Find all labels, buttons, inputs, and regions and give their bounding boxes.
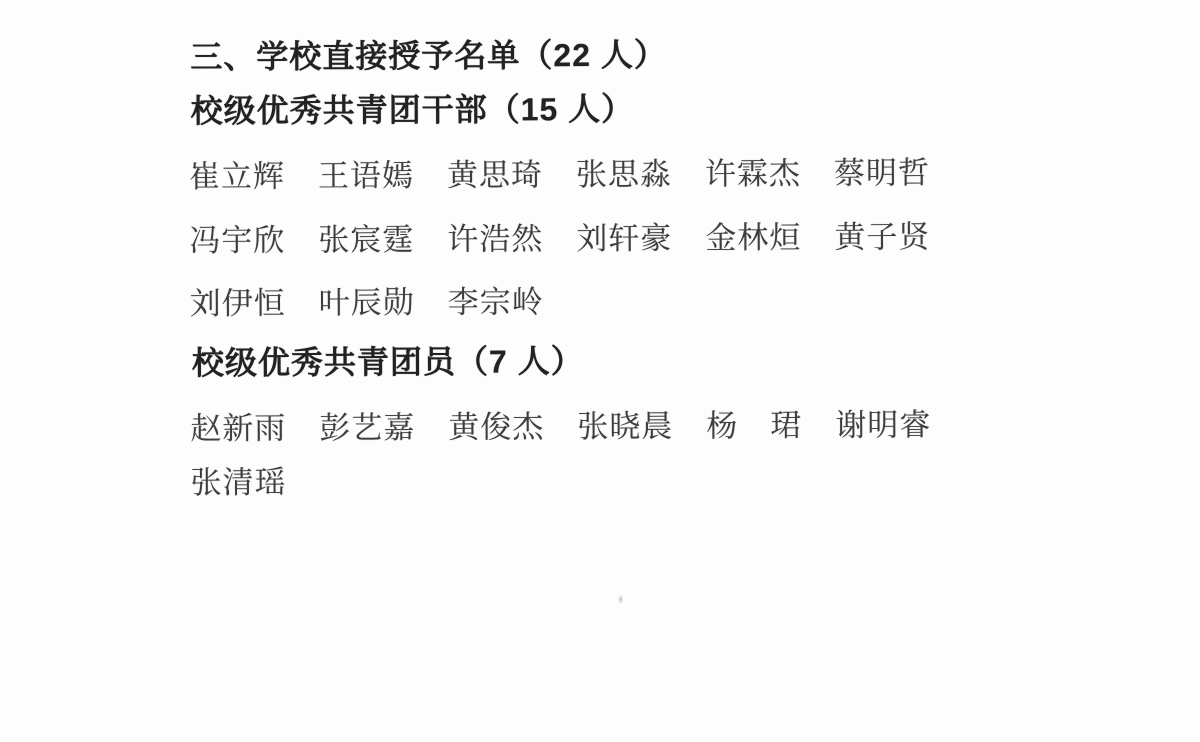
name-row [190, 407, 932, 447]
name-item: 杨 珺 [706, 407, 803, 444]
name-item: 刘轩豪 [576, 220, 673, 257]
name-item: 李宗岭 [447, 284, 544, 320]
name-item: 许浩然 [447, 221, 544, 257]
name-item: 张清瑶 [190, 464, 287, 501]
name-item: 张思淼 [575, 156, 673, 193]
name-item: 黄思琦 [446, 157, 544, 193]
name-item: 王语嫣 [317, 157, 415, 194]
name-item: 叶辰勋 [318, 284, 415, 321]
main-heading: 三、学校直接授予名单（22 人） [190, 36, 667, 76]
scan-speck-artifact [618, 595, 623, 604]
section-heading-members: 校级优秀共青团员（7 人） [191, 343, 584, 382]
name-item: 蔡明哲 [833, 155, 931, 191]
name-item: 冯宇欣 [189, 222, 286, 259]
name-row [189, 219, 931, 259]
name-item: 黄俊杰 [448, 409, 545, 445]
name-item: 张晓晨 [577, 408, 674, 445]
name-row [190, 464, 287, 501]
name-item: 金林烜 [705, 219, 802, 256]
name-item: 彭艺嘉 [319, 409, 416, 446]
name-item: 谢明睿 [835, 407, 932, 443]
name-item: 张宸霆 [318, 221, 415, 258]
name-item: 刘伊恒 [189, 285, 286, 322]
section-heading-cadres: 校级优秀共青团干部（15 人） [190, 90, 635, 130]
name-row [189, 284, 544, 322]
name-item: 赵新雨 [190, 410, 287, 447]
name-item: 许霖杰 [704, 155, 802, 192]
name-item: 黄子贤 [834, 219, 931, 255]
name-row [188, 155, 931, 195]
name-item: 崔立辉 [188, 158, 286, 195]
